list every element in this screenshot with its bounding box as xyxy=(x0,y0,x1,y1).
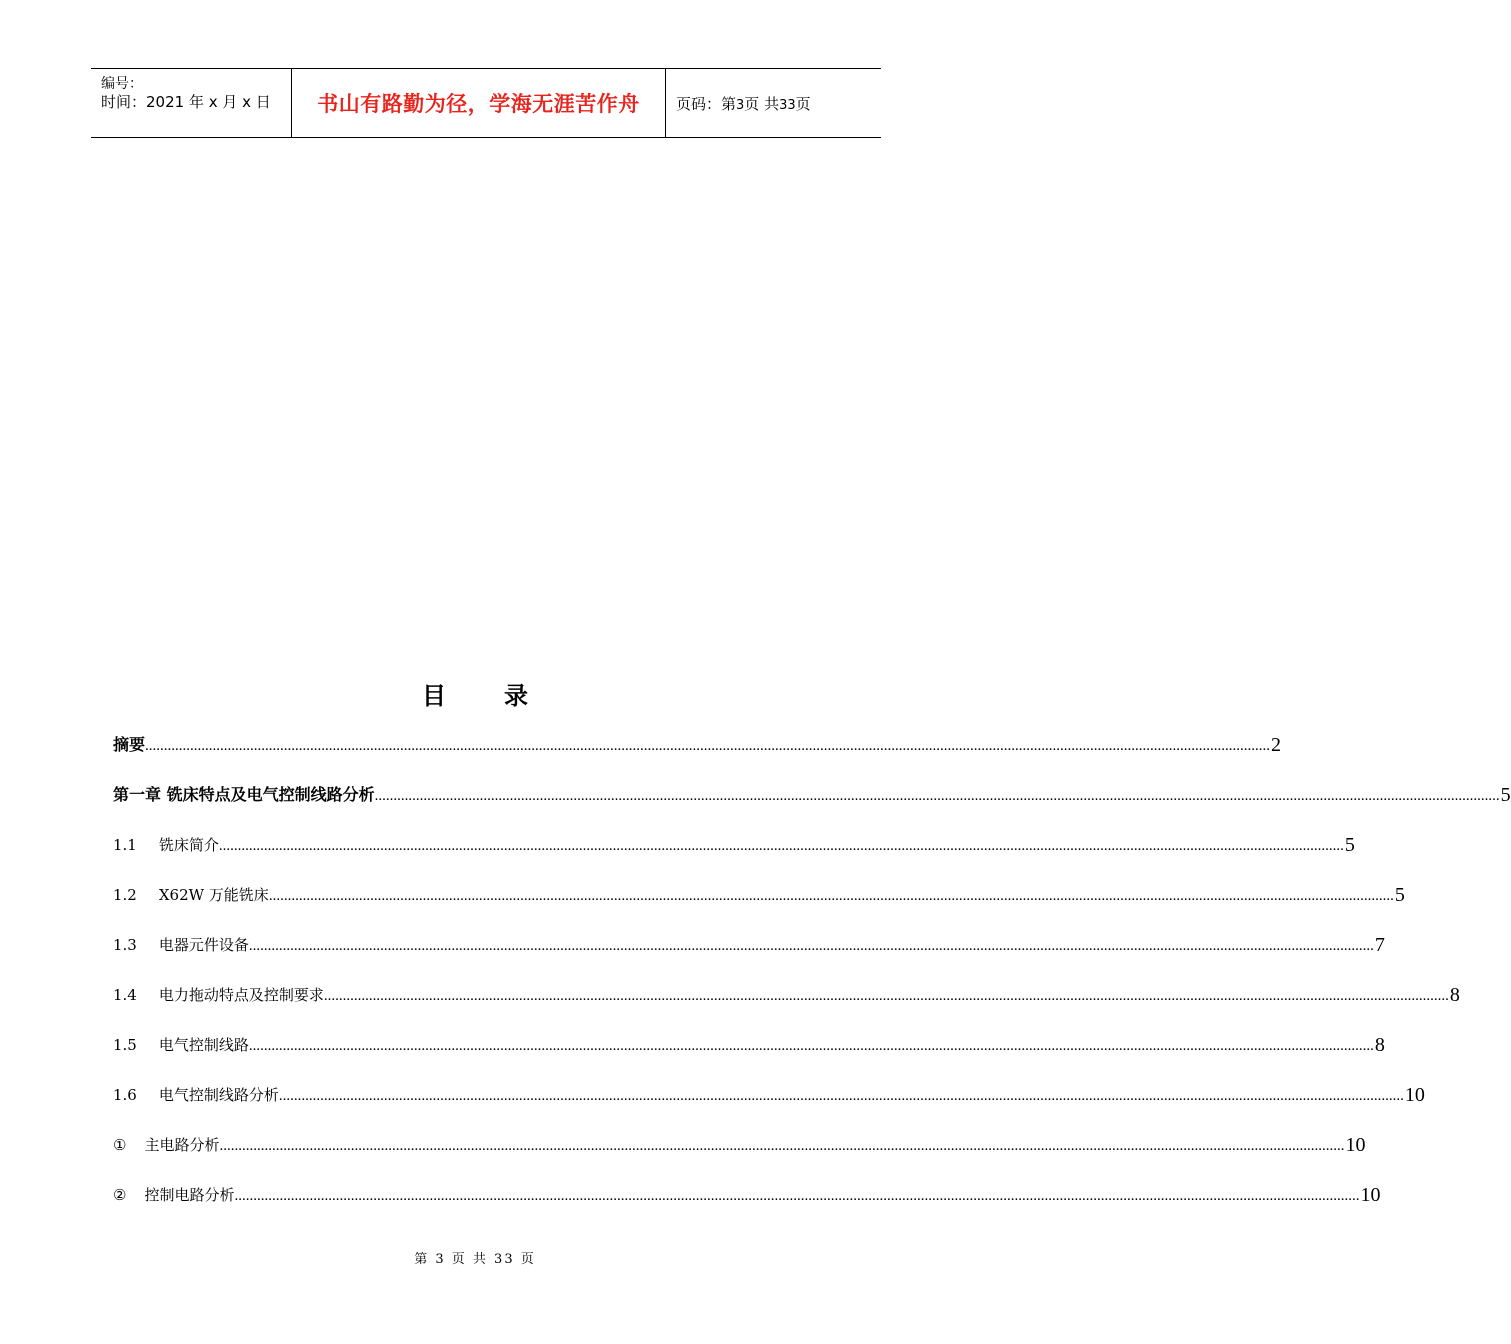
toc-entry[interactable] xyxy=(113,1073,1425,1107)
toc-entry[interactable] xyxy=(113,973,1460,1007)
toc-entry-title: 铣床简介 xyxy=(158,836,219,854)
toc-leader-dots: ............................................................................................................................................................................................................................................................................................................ xyxy=(218,838,1344,854)
toc-entry-page: 5 xyxy=(1394,884,1405,906)
page-current: 3 xyxy=(736,97,745,113)
toc-entry[interactable] xyxy=(113,1173,1381,1207)
toc-entry[interactable] xyxy=(113,823,1355,857)
document-time-label: 时间：2021 年 x 月 x 日 xyxy=(101,93,271,111)
toc-entry-title: 电气控制线路分析 xyxy=(158,1086,279,1104)
toc-entry-number: 1.4 xyxy=(113,986,137,1004)
toc-entry-page: 10 xyxy=(1360,1184,1381,1206)
toc-entry-page: 8 xyxy=(1449,984,1460,1006)
toc-entry-title: 电气控制线路 xyxy=(158,1036,249,1054)
toc-entry-title: 电力拖动特点及控制要求 xyxy=(158,986,324,1004)
toc-entry-label xyxy=(113,782,375,807)
toc-leader-dots: ............................................................................................................................................................................................................................................................................................................ xyxy=(374,788,1500,804)
page-total: 33 xyxy=(779,97,796,113)
toc-title-right: 录 xyxy=(504,681,528,710)
page-prefix: 页码：第 xyxy=(676,94,737,113)
toc-entry-label xyxy=(113,1084,279,1107)
toc-entry-title: 电器元件设备 xyxy=(158,936,249,954)
toc-entry-label xyxy=(113,984,324,1007)
toc-entry-label xyxy=(113,884,269,907)
toc-entry-number: ② xyxy=(113,1186,127,1204)
toc-entry[interactable] xyxy=(113,923,1385,957)
toc-entry-title: 主电路分析 xyxy=(144,1136,220,1154)
toc-entry[interactable] xyxy=(113,873,1405,907)
toc-leader-dots: ............................................................................................................................................................................................................................................................................................................ xyxy=(248,1038,1374,1054)
toc-entry-page: 2 xyxy=(1271,734,1282,756)
page-mid: 页 共 xyxy=(744,94,780,113)
page-suffix: 页 xyxy=(795,94,811,113)
toc-entry-number: 1.1 xyxy=(113,836,137,854)
toc-title xyxy=(0,676,950,711)
toc-entry-page: 7 xyxy=(1374,934,1385,956)
document-number-label: 编号： xyxy=(101,76,143,92)
toc-entry-label xyxy=(113,1134,219,1157)
toc-entry-label xyxy=(113,732,145,757)
toc-entry[interactable] xyxy=(113,773,1511,807)
header-page-cell xyxy=(666,69,881,137)
header-info-cell xyxy=(91,69,292,137)
toc-entry-number: 1.3 xyxy=(113,936,137,954)
toc-entry-label xyxy=(113,1184,234,1207)
toc-entry-number: ① xyxy=(113,1136,127,1154)
toc-leader-dots: ............................................................................................................................................................................................................................................................................................................ xyxy=(323,988,1449,1004)
toc-leader-dots: ............................................................................................................................................................................................................................................................................................................ xyxy=(268,888,1394,904)
motto-text: 书山有路勤为径，学海无涯苦作舟 xyxy=(317,92,640,116)
page-footer: 第 3 页 共 33 页 xyxy=(414,1252,536,1267)
toc-entry-label xyxy=(113,834,219,857)
toc-entry[interactable] xyxy=(113,1023,1385,1057)
header-page-info xyxy=(676,93,811,114)
toc-entry-page: 10 xyxy=(1404,1084,1425,1106)
toc-entry[interactable] xyxy=(113,1123,1366,1157)
toc-entry-page: 5 xyxy=(1344,834,1355,856)
toc-entry-number: 1.5 xyxy=(113,1036,137,1054)
toc-entry-page: 10 xyxy=(1345,1134,1366,1156)
toc-entry-title: 摘要 xyxy=(113,735,146,754)
toc-entry-title: 第一章 铣床特点及电气控制线路分析 xyxy=(113,785,375,804)
toc-entry-number: 1.6 xyxy=(113,1086,137,1104)
toc-entry-page: 8 xyxy=(1374,1034,1385,1056)
toc-leader-dots: ............................................................................................................................................................................................................................................................................................................ xyxy=(248,938,1374,954)
toc-entry-label xyxy=(113,934,249,957)
toc-entry-label xyxy=(113,1034,249,1057)
header-motto-cell xyxy=(292,69,666,137)
toc-entry-number: 1.2 xyxy=(113,886,137,904)
toc-entry[interactable] xyxy=(113,723,1282,757)
toc-entry-title: X62W 万能铣床 xyxy=(158,886,269,904)
toc-leader-dots: ............................................................................................................................................................................................................................................................................................................ xyxy=(219,1138,1345,1154)
toc-leader-dots: ............................................................................................................................................................................................................................................................................................................ xyxy=(278,1088,1404,1104)
document-header xyxy=(91,68,881,138)
toc-entry-title: 控制电路分析 xyxy=(144,1186,235,1204)
toc-leader-dots: ............................................................................................................................................................................................................................................................................................................ xyxy=(145,738,1271,754)
toc-entry-page: 5 xyxy=(1500,784,1511,806)
toc-title-left: 目 xyxy=(422,681,446,710)
toc-leader-dots: ............................................................................................................................................................................................................................................................................................................ xyxy=(234,1188,1360,1204)
